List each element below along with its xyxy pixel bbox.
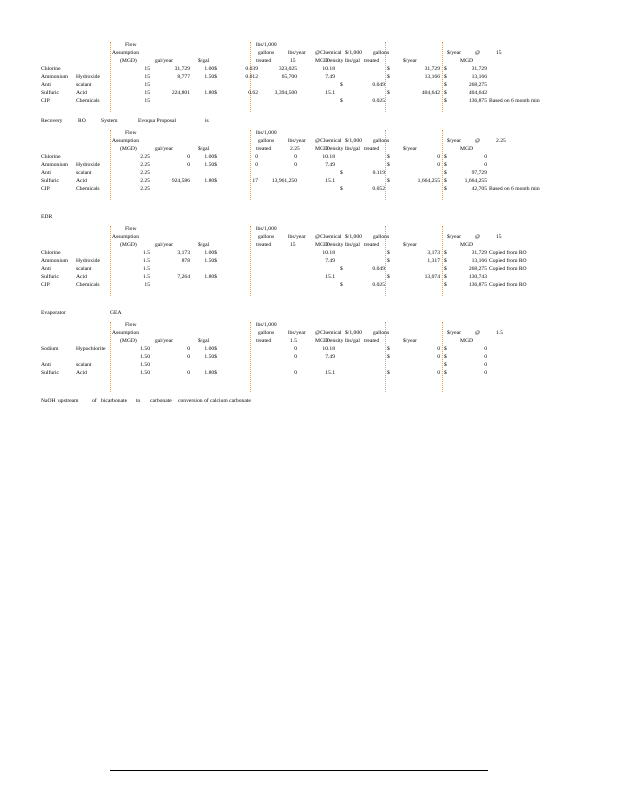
row-dollar-sign: $ (387, 346, 390, 352)
row-dollar-gal: 1.80$ (204, 274, 217, 281)
row-dollar-gal: 1.00$ (204, 346, 217, 352)
header-chemical: @Chemical (315, 50, 342, 56)
column-divider (442, 322, 443, 392)
row-flow: 15 (144, 66, 150, 72)
header-mgd-value: 15 (496, 50, 502, 56)
header-dollar-year: $/year (403, 146, 417, 152)
header-chemical: @Chemical (315, 234, 342, 240)
row-dollar-year: 1,664,255 (417, 178, 440, 185)
row-dollar-1000: 0.025 (372, 98, 385, 105)
row-lbs-1000: 0.62 (248, 90, 258, 97)
row-density: 10.18 (322, 250, 335, 256)
header-density: Density (326, 242, 344, 248)
row-density: 15.1 (325, 178, 335, 185)
footnote-word: upstream (58, 398, 79, 404)
header-mgd: (MGD) (120, 338, 137, 344)
row-density: 7.49 (325, 354, 335, 361)
header-lbs-year: lbs/year (288, 50, 306, 56)
header-at: @ (475, 330, 481, 336)
header-lbs-gal: lbs/gal (345, 146, 360, 152)
row-lbs-year: 0 (294, 354, 297, 361)
row-dollar-1000: 0.049 (372, 82, 385, 89)
header-mgd-value: 15 (496, 234, 502, 240)
row-dollar-year: 13,166 (424, 74, 440, 81)
section-title: Evaporator (41, 310, 66, 316)
row-density: 15.1 (325, 274, 335, 281)
header-assumption: Assumption (112, 50, 140, 56)
header-dollar-year: $/year (403, 58, 417, 64)
row-lbs-year: 323,025 (278, 66, 297, 72)
row-dollar-sign: $ (387, 354, 390, 361)
header-gal-year: gal/year (155, 146, 174, 152)
row-dollar-sign: $ (387, 178, 390, 185)
row-dollar-mgd: 136,875 (468, 282, 487, 289)
row-gal-year: 8,777 (177, 74, 190, 81)
header-mgd-unit: MGD (460, 58, 474, 64)
row-dollar-gal: 1.80$ (204, 370, 217, 377)
row-dollar-sign: $ (444, 154, 447, 160)
row-dollar-sign: $ (444, 354, 447, 361)
row-dollar-year: 0 (437, 354, 440, 361)
row-flow: 1.5 (143, 250, 150, 256)
row-chemical-name2: Hypochlorite (76, 346, 106, 352)
row-dollar-gal: 1.80$ (204, 90, 217, 97)
row-dollar-sign: $ (340, 186, 343, 193)
row-dollar-sign: $ (387, 74, 390, 81)
header-density: Density (326, 58, 344, 64)
header-treated2: treated (364, 58, 380, 64)
row-chemical-name: Anti (41, 170, 51, 177)
column-divider (442, 42, 443, 112)
row-flow: 2.25 (140, 186, 150, 193)
row-lbs-year: 3,394,500 (274, 90, 297, 97)
row-chemical-name: CIP (41, 98, 50, 105)
footer-rule (110, 770, 488, 771)
row-chemical-name: Sulfuric (41, 90, 60, 97)
header-assumption: Assumption (112, 234, 140, 240)
header-dollar-1000: $/1,000 (345, 234, 362, 240)
header-at: @ (475, 50, 481, 56)
row-dollar-sign: $ (444, 98, 447, 105)
row-chemical-name: CIP (41, 186, 50, 193)
header-gallons2: gallons (373, 50, 390, 56)
header-mgd-unit: MGD (460, 146, 474, 152)
row-dollar-mgd: 136,875 (468, 98, 487, 105)
header-lbs-year: lbs/year (288, 138, 306, 144)
section-title-part: GEA (110, 310, 122, 316)
row-density: 15.1 (325, 90, 335, 97)
row-chemical-name2: scalant (76, 362, 92, 369)
header-lbs-per-1000: lbs/1,000 (256, 42, 277, 48)
column-divider (442, 130, 443, 200)
row-dollar-mgd: 0 (484, 354, 487, 361)
row-chemical-name: Ammonium (41, 162, 69, 169)
row-density: 10.18 (322, 154, 335, 160)
row-flow: 2.25 (140, 178, 150, 185)
row-chemical-name2: Hydroxide (76, 162, 100, 169)
row-gal-year: 878 (181, 258, 190, 265)
row-dollar-mgd: 0 (484, 162, 487, 169)
header-dollar-gal: $/gal (198, 146, 210, 152)
row-dollar-mgd: 42,705 (471, 186, 487, 193)
row-chemical-name2: Hydroxide (76, 74, 100, 81)
row-dollar-mgd: 13,166 (471, 258, 487, 265)
row-dollar-gal: 1.80$ (204, 178, 217, 185)
header-treated-mgd: 15 (290, 58, 296, 64)
row-dollar-sign: $ (387, 66, 390, 72)
header-gal-year: gal/year (155, 338, 174, 344)
row-density: 7.49 (325, 162, 335, 169)
row-note: Copied from RO (489, 266, 527, 273)
row-dollar-year: 3,173 (427, 250, 440, 256)
row-gal-year: 0 (187, 354, 190, 361)
header-gallons2: gallons (373, 234, 390, 240)
row-chemical-name2: Acid (76, 370, 87, 377)
row-dollar-sign: $ (444, 178, 447, 185)
row-dollar-sign: $ (444, 346, 447, 352)
row-dollar-sign: $ (340, 170, 343, 177)
row-chemical-name2: Chemicals (76, 98, 100, 105)
row-dollar-1000: 0.119 (372, 170, 385, 177)
row-dollar-mgd: 13,166 (471, 74, 487, 81)
footnote-word: NaOH (41, 398, 56, 404)
row-note: Based on 6 month min (489, 186, 540, 193)
row-chemical-name2: Chemicals (76, 282, 100, 289)
header-dollar-gal: $/gal (198, 58, 210, 64)
row-flow: 1.50 (140, 370, 150, 377)
header-lbs-year: lbs/year (288, 234, 306, 240)
row-note: Copied from RO (489, 282, 527, 289)
row-density: 10.18 (322, 66, 335, 72)
row-gal-year: 0 (187, 346, 190, 352)
row-flow: 15 (144, 98, 150, 105)
row-chemical-name: Anti (41, 266, 51, 273)
column-divider (110, 226, 111, 296)
header-dollar-year: $/year (403, 338, 417, 344)
row-dollar-sign: $ (387, 250, 390, 256)
row-chemical-name2: Acid (76, 274, 87, 281)
header-at: @ (475, 138, 481, 144)
header-flow: Flow (125, 130, 137, 136)
row-gal-year: 924,586 (171, 178, 190, 185)
header-dollar-year-at: $/year (447, 234, 461, 240)
row-dollar-mgd: 404,642 (468, 90, 487, 97)
row-dollar-sign: $ (444, 82, 447, 89)
header-density: Density (326, 338, 344, 344)
header-treated-mgd: 2.25 (290, 146, 300, 152)
header-mgd: (MGD) (120, 242, 137, 248)
footnote-word: to (136, 398, 141, 404)
row-chemical-name: Anti (41, 362, 51, 369)
row-chemical-name: Chlorine (41, 154, 61, 160)
header-lbs-year: lbs/year (288, 330, 306, 336)
row-dollar-1000: 0.025 (372, 282, 385, 289)
row-dollar-year: 0 (437, 346, 440, 352)
header-lbs-per-1000: lbs/1,000 (256, 226, 277, 232)
column-divider (250, 322, 251, 392)
header-treated-mgd: 15 (290, 242, 296, 248)
row-flow: 2.25 (140, 154, 150, 160)
row-dollar-sign: $ (340, 98, 343, 105)
header-lbs-gal: lbs/gal (345, 242, 360, 248)
row-lbs-1000: 17 (252, 178, 258, 185)
row-dollar-gal: 1.00$ (204, 154, 217, 160)
header-at: @ (475, 234, 481, 240)
header-dollar-1000: $/1,000 (345, 138, 362, 144)
row-note: Based on 6 month min (489, 98, 540, 105)
header-flow: Flow (125, 226, 137, 232)
row-chemical-name2: Acid (76, 178, 87, 185)
header-mgd-inline: MGD (315, 146, 329, 152)
row-chemical-name: Sulfuric (41, 370, 60, 377)
row-dollar-year: 13,074 (424, 274, 440, 281)
header-gallons: gallons (258, 50, 275, 56)
row-lbs-year: 0 (294, 370, 297, 377)
header-lbs-per-1000: lbs/1,000 (256, 322, 277, 328)
row-dollar-year: 404,642 (421, 90, 440, 97)
footnote-word: carbonate (150, 398, 172, 404)
row-chemical-name: Sodium (41, 346, 59, 352)
header-assumption: Assumption (112, 138, 140, 144)
header-treated-mgd: 1.5 (290, 338, 297, 344)
header-lbs-gal: lbs/gal (345, 58, 360, 64)
row-dollar-year: 0 (437, 162, 440, 169)
row-dollar-sign: $ (387, 154, 390, 160)
row-chemical-name2: Chemicals (76, 186, 100, 193)
header-mgd-inline: MGD (315, 58, 329, 64)
header-flow: Flow (125, 322, 137, 328)
row-density: 10.18 (322, 346, 335, 352)
row-dollar-gal: 1.00$ (204, 66, 217, 72)
column-divider (110, 130, 111, 200)
header-assumption: Assumption (112, 330, 140, 336)
row-dollar-year: 0 (437, 370, 440, 377)
row-dollar-mgd: 31,729 (471, 250, 487, 256)
header-mgd-value: 2.25 (496, 138, 506, 144)
header-mgd-unit: MGD (460, 242, 474, 248)
row-dollar-mgd: 1,664,255 (464, 178, 487, 185)
row-dollar-mgd: 97,729 (471, 170, 487, 177)
row-dollar-mgd: 0 (484, 362, 487, 369)
header-chemical: @Chemical (315, 138, 342, 144)
row-flow: 1.5 (143, 274, 150, 281)
header-gallons2: gallons (373, 330, 390, 336)
header-dollar-year-at: $/year (447, 330, 461, 336)
header-mgd: (MGD) (120, 58, 137, 64)
row-chemical-name2: scalant (76, 266, 92, 273)
header-dollar-year-at: $/year (447, 138, 461, 144)
header-mgd-unit: MGD (460, 338, 474, 344)
header-mgd-inline: MGD (315, 338, 329, 344)
header-chemical: @Chemical (315, 330, 342, 336)
row-flow: 1.5 (143, 266, 150, 273)
header-mgd-inline: MGD (315, 242, 329, 248)
row-chemical-name: Chlorine (41, 250, 61, 256)
row-chemical-name: Ammonium (41, 74, 69, 81)
row-gal-year: 0 (187, 370, 190, 377)
row-flow: 2.25 (140, 162, 150, 169)
column-divider (110, 322, 111, 392)
row-flow: 15 (144, 90, 150, 97)
header-dollar-year: $/year (403, 242, 417, 248)
section-title: Recovery (41, 118, 63, 124)
row-lbs-year: 0 (294, 154, 297, 160)
row-lbs-1000: 0 (255, 162, 258, 169)
row-gal-year: 3,173 (177, 250, 190, 256)
row-flow: 15 (144, 282, 150, 289)
header-treated: treated (256, 58, 272, 64)
row-dollar-sign: $ (444, 362, 447, 369)
row-flow: 1.50 (140, 362, 150, 369)
row-chemical-name2: scalant (76, 82, 92, 89)
header-treated2: treated (364, 242, 380, 248)
row-note: Copied from RO (489, 250, 527, 256)
row-dollar-gal: 1.00$ (204, 250, 217, 256)
header-dollar-year-at: $/year (447, 50, 461, 56)
header-treated2: treated (364, 338, 380, 344)
footnote-word: conversion of (178, 398, 209, 404)
row-chemical-name: CIP (41, 282, 50, 289)
row-gal-year: 224,801 (171, 90, 190, 97)
header-treated: treated (256, 242, 272, 248)
header-dollar-1000: $/1,000 (345, 50, 362, 56)
row-flow: 15 (144, 82, 150, 89)
section-title-part: RO (78, 118, 86, 124)
row-dollar-sign: $ (444, 170, 447, 177)
row-dollar-sign: $ (387, 370, 390, 377)
row-gal-year: 7,264 (177, 274, 190, 281)
row-dollar-sign: $ (444, 370, 447, 377)
row-lbs-year: 0 (294, 162, 297, 169)
row-dollar-sign: $ (444, 90, 447, 97)
section-title-part: System (101, 118, 118, 124)
row-dollar-sign: $ (444, 66, 447, 72)
row-dollar-sign: $ (444, 250, 447, 256)
row-dollar-sign: $ (444, 258, 447, 265)
row-flow: 2.25 (140, 170, 150, 177)
header-dollar-gal: $/gal (198, 338, 210, 344)
row-dollar-mgd: 0 (484, 154, 487, 160)
header-treated: treated (256, 338, 272, 344)
row-lbs-1000: 0 (255, 154, 258, 160)
header-dollar-gal: $/gal (198, 242, 210, 248)
column-divider (442, 226, 443, 296)
footnote-word: of (92, 398, 97, 404)
row-chemical-name2: Acid (76, 90, 87, 97)
header-lbs-per-1000: lbs/1,000 (256, 130, 277, 136)
header-dollar-1000: $/1,000 (345, 330, 362, 336)
row-dollar-mgd: 0 (484, 370, 487, 377)
row-dollar-sign: $ (444, 74, 447, 81)
row-lbs-year: 0 (294, 346, 297, 352)
row-flow: 15 (144, 74, 150, 81)
header-mgd: (MGD) (120, 146, 137, 152)
row-density: 7.49 (325, 74, 335, 81)
row-gal-year: 31,729 (174, 66, 190, 72)
header-flow: Flow (125, 42, 137, 48)
column-divider (250, 226, 251, 296)
header-lbs-gal: lbs/gal (345, 338, 360, 344)
row-density: 15.1 (325, 370, 335, 377)
header-density: Density (326, 146, 344, 152)
column-divider (110, 42, 111, 112)
row-chemical-name: Chlorine (41, 66, 61, 72)
row-dollar-gal: 1.50$ (204, 162, 217, 169)
row-dollar-mgd: 0 (484, 346, 487, 352)
row-dollar-1000: 0.049 (372, 266, 385, 273)
row-dollar-sign: $ (387, 90, 390, 97)
row-dollar-sign: $ (444, 282, 447, 289)
row-dollar-sign: $ (340, 266, 343, 273)
row-lbs-1000: 0.039 (245, 66, 258, 72)
footnote-word: bicarbonate (101, 398, 128, 404)
row-dollar-gal: 1.50$ (204, 258, 217, 265)
row-dollar-sign: $ (387, 162, 390, 169)
row-dollar-mgd: 268,275 (468, 266, 487, 273)
row-chemical-name2: Hydroxide (76, 258, 100, 265)
row-chemical-name2: scalant (76, 170, 92, 177)
header-mgd-value: 1.5 (496, 330, 503, 336)
header-gallons: gallons (258, 330, 275, 336)
row-dollar-sign: $ (340, 282, 343, 289)
row-lbs-year: 65,700 (281, 74, 297, 81)
header-gallons2: gallons (373, 138, 390, 144)
row-chemical-name: Sulfuric (41, 178, 60, 185)
row-density: 7.49 (325, 258, 335, 265)
row-dollar-sign: $ (387, 274, 390, 281)
row-chemical-name: Ammonium (41, 258, 69, 265)
section-title-part: Evoqua Proposal (138, 118, 177, 124)
row-dollar-year: 31,729 (424, 66, 440, 72)
header-gallons: gallons (258, 234, 275, 240)
footnote-word: calcium carbonate (210, 398, 251, 404)
row-lbs-year: 13,961,250 (271, 178, 297, 185)
row-chemical-name: Anti (41, 82, 51, 89)
row-dollar-year: 0 (437, 154, 440, 160)
row-dollar-mgd: 31,729 (471, 66, 487, 72)
header-treated: treated (256, 146, 272, 152)
section-title-part: is (205, 118, 209, 124)
row-dollar-sign: $ (444, 274, 447, 281)
row-chemical-name: Sulfuric (41, 274, 60, 281)
row-dollar-sign: $ (444, 186, 447, 193)
row-gal-year: 0 (187, 162, 190, 169)
row-dollar-sign: $ (444, 162, 447, 169)
row-note: Copied from RO (489, 258, 527, 265)
row-dollar-year: 1,317 (427, 258, 440, 265)
row-flow: 1.5 (143, 258, 150, 265)
row-gal-year: 0 (187, 154, 190, 160)
row-dollar-sign: $ (444, 266, 447, 273)
header-gal-year: gal/year (155, 242, 174, 248)
row-dollar-sign: $ (340, 82, 343, 89)
row-flow: 1.50 (140, 354, 150, 361)
row-dollar-mgd: 130,743 (468, 274, 487, 281)
header-treated2: treated (364, 146, 380, 152)
header-gallons: gallons (258, 138, 275, 144)
row-dollar-1000: 0.052 (372, 186, 385, 193)
row-dollar-sign: $ (387, 258, 390, 265)
row-dollar-gal: 1.50$ (204, 354, 217, 361)
row-flow: 1.50 (140, 346, 150, 352)
row-dollar-gal: 1.50$ (204, 74, 217, 81)
row-lbs-1000: 0.012 (245, 74, 258, 81)
row-dollar-mgd: 268,275 (468, 82, 487, 89)
section-title: EDR (41, 214, 53, 220)
header-gal-year: gal/year (155, 58, 174, 64)
